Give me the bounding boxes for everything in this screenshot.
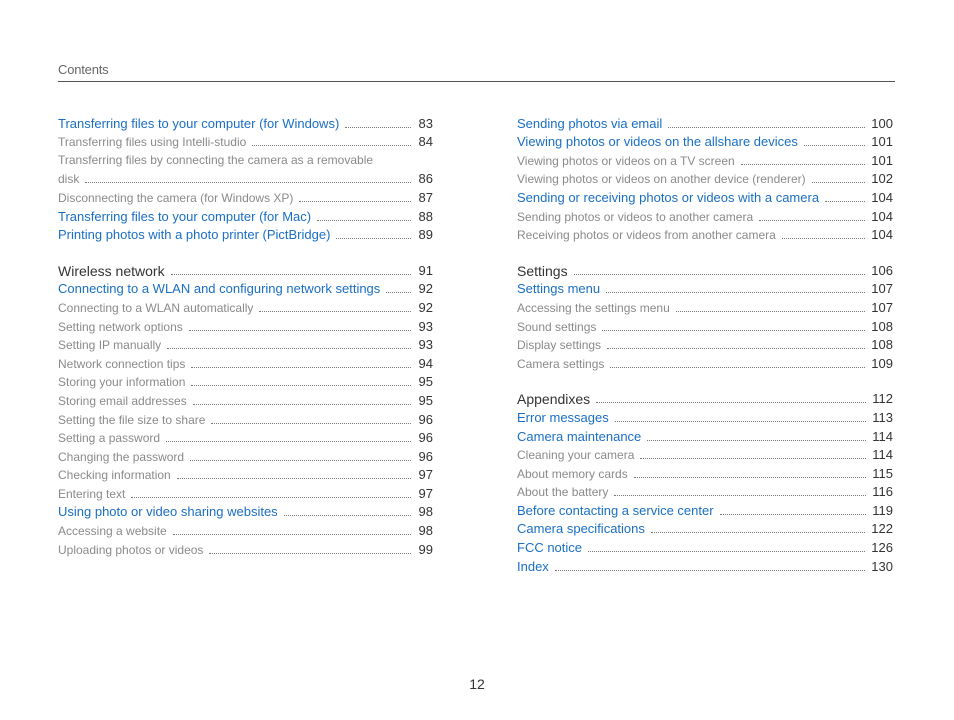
toc-page-number: 89 [418,227,433,243]
dot-leader [131,497,411,498]
toc-page-number: 92 [418,299,433,315]
toc-page-number: 99 [418,541,433,557]
dot-leader [173,534,411,535]
toc-page-number: 113 [872,409,893,425]
dot-leader [209,553,411,554]
toc-entry-label: Sending photos via email [517,115,663,131]
toc-entry-label: Viewing photos or videos on the allshare devices [517,134,798,150]
toc-page-number: 108 [871,337,893,353]
toc-entry-label: Before contacting a service center [517,502,714,518]
toc-section-link[interactable] [517,557,893,576]
toc-page-number: 86 [418,171,433,187]
toc-section [517,261,893,373]
dot-leader [171,274,411,275]
toc-entry-label: Transferring files to your computer (for Windows) [58,115,340,131]
dot-leader [607,348,865,349]
toc-entry-label: Disconnecting the camera (for Windows XP) [58,190,294,205]
toc-page-number: 97 [418,467,433,483]
toc-entry-label: Connecting to a WLAN and configuring network settings [58,281,381,297]
toc-subsection-entry [517,446,893,465]
toc-entry-label: Setting a password [58,431,161,446]
toc-entry-label-line: Transferring files by connecting the camera as a removable [58,153,374,168]
toc-section-link[interactable] [58,114,433,133]
dot-leader [574,274,866,275]
toc-page-number: 88 [418,208,433,224]
toc-entry-label: Accessing the settings menu [517,300,670,315]
toc-page-number: 98 [418,504,433,520]
toc-subsection-entry [58,410,433,429]
dot-leader [177,478,411,479]
toc-page-number: 114 [872,428,893,444]
dot-leader [647,440,866,441]
toc-page-number: 101 [871,134,893,150]
toc-entry-label: Settings menu [517,281,601,297]
toc-entry-label: Storing email addresses [58,393,187,408]
dot-leader [782,238,866,239]
toc-entry-label: Uploading photos or videos [58,542,204,557]
toc-entry-label: Printing photos with a photo printer (PictBridge) [58,227,331,243]
toc-entry-label: Wireless network [58,262,165,279]
toc-entry-label: Storing your information [58,375,186,390]
dot-leader [211,423,411,424]
toc-entry-label: Camera maintenance [517,428,642,444]
toc-page-number: 107 [871,299,893,315]
toc-section [517,114,893,244]
toc-page-number: 87 [418,189,433,205]
toc-subsection-entry [58,336,433,355]
toc-page-number: 96 [418,448,433,464]
toc-page-number: 100 [871,115,893,131]
toc-subsection-entry [58,317,433,336]
dot-leader [193,404,411,405]
dot-leader [825,201,865,202]
toc-page-number: 101 [871,152,893,168]
toc-entry-label: Sending or receiving photos or videos with a camera [517,189,820,205]
toc-section-link[interactable] [517,188,893,207]
toc-right-column [517,114,893,576]
toc-entry-label: Viewing photos or videos on a TV screen [517,153,735,168]
toc-page-number: 119 [872,502,893,518]
header-title: Contents [58,62,109,77]
page-header [58,62,895,82]
toc-subsection-entry [58,391,433,410]
toc-page-number: 108 [871,318,893,334]
toc-section-link[interactable] [517,501,893,520]
toc-section-link[interactable] [517,133,893,152]
toc-section-link[interactable] [58,503,433,522]
toc-page-number: 115 [872,465,893,481]
toc-entry-label: Setting IP manually [58,338,162,353]
toc-page-number: 96 [418,411,433,427]
toc-page-number: 91 [418,262,433,278]
dot-leader [167,348,411,349]
toc-chapter-entry[interactable] [58,261,433,280]
toc-page-number: 116 [872,484,893,500]
toc-section-link[interactable] [517,114,893,133]
toc-entry-label: Transferring files to your computer (for Mac) [58,208,312,224]
toc-subsection-entry [58,521,433,540]
toc-entry-label: Transferring files using Intelli-studio [58,135,247,150]
toc-page-number: 92 [418,281,433,297]
toc-entry-label: Display settings [517,338,602,353]
toc-subsection-entry [517,298,893,317]
dot-leader [812,182,866,183]
toc-entry-label: Checking information [58,468,171,483]
toc-subsection-entry [58,170,433,189]
toc-page-number: 104 [871,189,893,205]
toc-page-number: 106 [871,262,893,278]
toc-section-link[interactable] [517,427,893,446]
dot-leader [676,311,866,312]
toc-section-link[interactable] [517,280,893,299]
toc-entry-label: About memory cards [517,466,628,481]
toc-entry-label: FCC notice [517,540,583,556]
dot-leader [610,367,865,368]
dot-leader [741,164,866,165]
toc-entry-label: About the battery [517,485,609,500]
toc-page-number: 97 [418,485,433,501]
dot-leader [606,292,865,293]
toc-left-column [58,114,433,559]
toc-subsection-entry [58,188,433,207]
toc-subsection-entry [58,298,433,317]
toc-subsection-entry [58,133,433,152]
toc-subsection-entry [517,170,893,189]
toc-entry-label: Index [517,558,549,574]
toc-page-number: 130 [871,558,893,574]
toc-section [58,261,433,559]
dot-leader [190,460,411,461]
toc-entry-label: Changing the password [58,449,185,464]
toc-entry-label: Setting the file size to share [58,412,206,427]
toc-page-number: 95 [418,392,433,408]
toc-entry-label: Connecting to a WLAN automatically [58,300,254,315]
dot-leader [166,441,411,442]
toc-page-number: 83 [418,115,433,131]
toc-entry-label: Using photo or video sharing websites [58,504,278,520]
page-number: 12 [469,676,485,692]
dot-leader [651,532,865,533]
toc-section [517,390,893,576]
toc-entry-label: Entering text [58,486,126,501]
toc-section-link[interactable] [517,538,893,557]
dot-leader [588,551,865,552]
dot-leader [317,220,411,221]
toc-subsection-entry [517,483,893,502]
dot-leader [189,330,411,331]
dot-leader [191,367,411,368]
dot-leader [85,182,411,183]
toc-subsection-entry [517,354,893,373]
dot-leader [668,127,865,128]
toc-page-number: 104 [871,208,893,224]
toc-entry-label: Sending photos or videos to another camera [517,209,754,224]
toc-subsection-entry [517,317,893,336]
toc-entry-label: Viewing photos or videos on another device (renderer) [517,172,806,187]
toc-page-number: 102 [871,171,893,187]
dot-leader [634,477,867,478]
toc-section-link[interactable] [58,207,433,226]
toc-entry-label: Cleaning your camera [517,448,635,463]
toc-page-number: 126 [871,540,893,556]
toc-subsection-entry [58,466,433,485]
dot-leader [252,145,411,146]
dot-leader [284,515,411,516]
toc-page-number: 94 [418,355,433,371]
toc-chapter-entry[interactable] [517,261,893,280]
toc-section [58,114,433,244]
toc-subsection-entry [58,373,433,392]
toc-page-number: 107 [871,281,893,297]
toc-entry-label: Camera specifications [517,521,645,537]
toc-entry-label: Receiving photos or videos from another camera [517,228,776,243]
toc-entry-label: Setting network options [58,319,183,334]
toc-page-number: 96 [418,430,433,446]
dot-leader [191,385,411,386]
toc-page-number: 112 [872,391,893,407]
toc-entry-label: disk [58,172,80,187]
toc-section-link[interactable] [517,408,893,427]
toc-subsection-entry [517,207,893,226]
toc-entry-label: Network connection tips [58,356,186,371]
dot-leader [386,292,411,293]
dot-leader [804,145,865,146]
toc-subsection-entry [517,226,893,245]
toc-subsection-entry [517,464,893,483]
toc-entry-label: Settings [517,262,568,279]
toc-subsection-entry [58,429,433,448]
toc-section-link[interactable] [58,226,433,245]
toc-section-link[interactable] [517,520,893,539]
toc-entry-label: Accessing a website [58,524,167,539]
dot-leader [640,458,866,459]
toc-page-number: 114 [872,447,893,463]
dot-leader [602,330,865,331]
toc-page-number: 84 [418,134,433,150]
toc-page-number: 93 [418,337,433,353]
dot-leader [345,127,411,128]
toc-entry-label: Camera settings [517,356,605,371]
toc-page-number: 93 [418,318,433,334]
dot-leader [336,238,411,239]
toc-subsection-entry [58,354,433,373]
toc-section-link[interactable] [58,280,433,299]
toc-entry-label: Error messages [517,409,609,425]
toc-page-number: 95 [418,374,433,390]
toc-subsection-entry [58,447,433,466]
dot-leader [259,311,411,312]
toc-page-number: 104 [871,227,893,243]
toc-page-number: 109 [871,355,893,371]
toc-subsection-entry [517,336,893,355]
toc-subsection-entry [58,484,433,503]
dot-leader [615,421,867,422]
toc-entry-label: Appendixes [517,391,591,408]
toc-entry-label: Sound settings [517,319,597,334]
dot-leader [596,402,866,403]
toc-subsection-entry [58,540,433,559]
toc-page-number: 98 [418,523,433,539]
dot-leader [555,570,865,571]
dot-leader [614,495,866,496]
toc-chapter-entry[interactable] [517,390,893,409]
dot-leader [720,514,867,515]
toc-page-number: 122 [871,521,893,537]
toc-subsection-entry [517,151,893,170]
dot-leader [299,201,411,202]
dot-leader [759,220,865,221]
